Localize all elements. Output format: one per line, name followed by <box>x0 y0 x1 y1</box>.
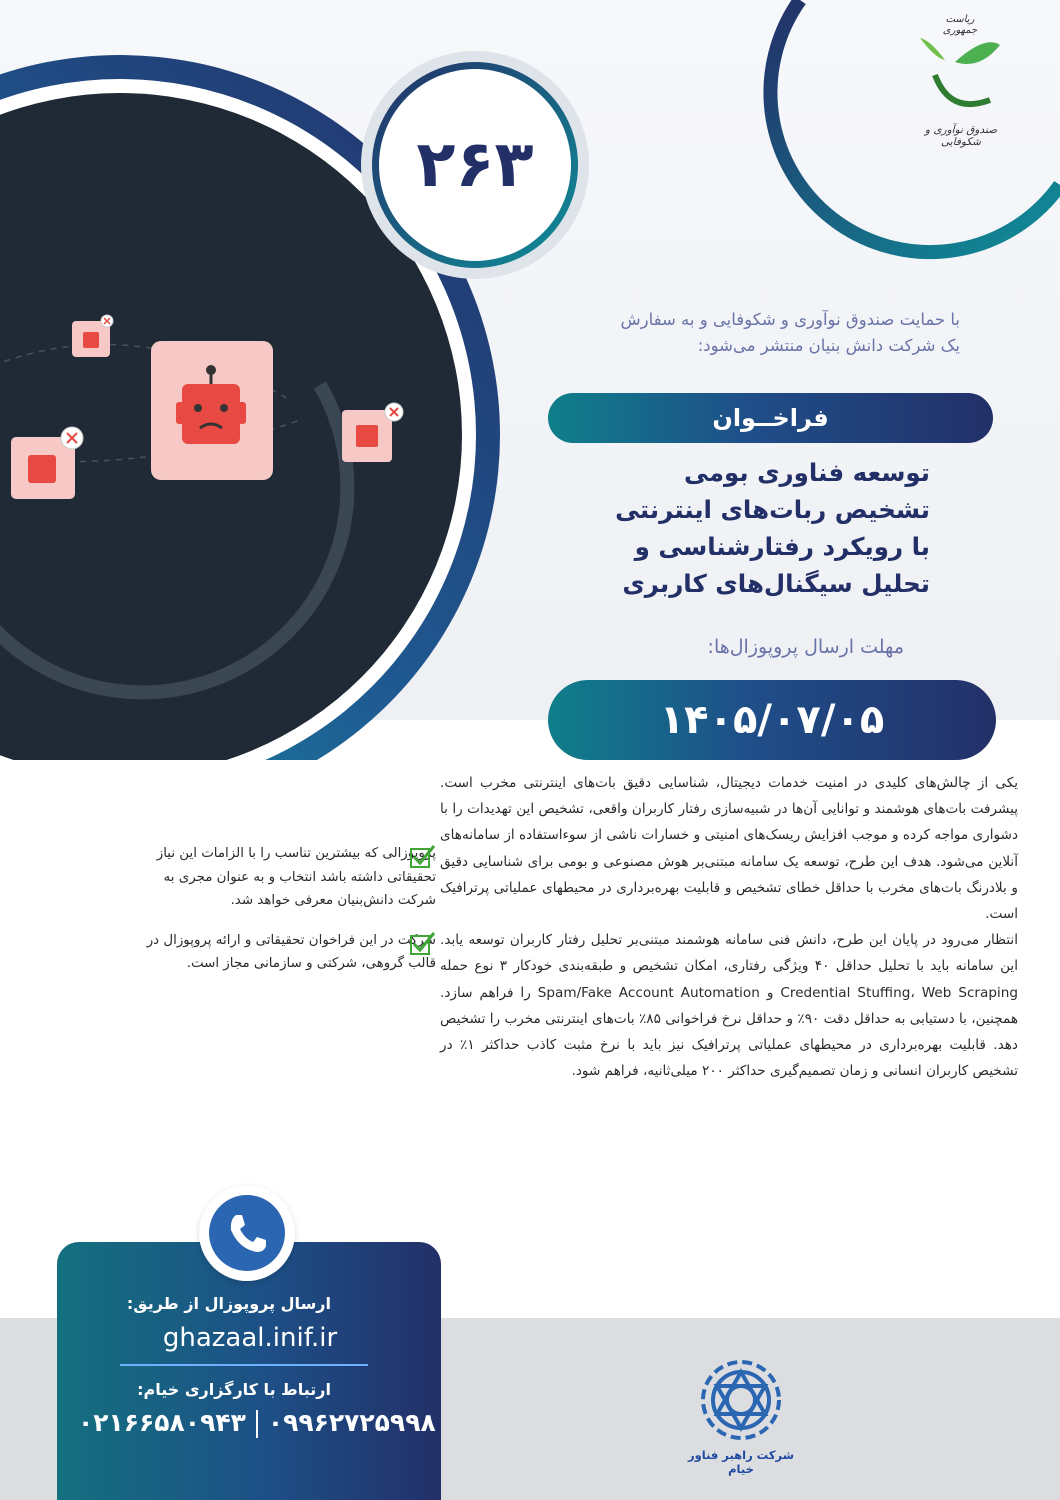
checkbox-check-icon <box>410 844 436 868</box>
call-title <box>490 454 930 602</box>
intro-line-2: یک شرکت دانش بنیان منتشر می‌شود: <box>697 336 960 355</box>
fund-logo <box>920 38 1000 104</box>
phone-divider <box>256 1410 258 1438</box>
phone-numbers <box>78 1408 436 1438</box>
robot-card-small-1 <box>72 315 113 357</box>
phone-number-landline[interactable]: ۰۲۱۶۶۵۸۰۹۴۳ <box>78 1408 246 1437</box>
note-item <box>84 842 436 913</box>
note-text: پروپوزالی که بیشترین تناسب را با الزامات این نیاز تحقیقاتی داشته باشد انتخاب و به عنوان مجری به شرکت دانش‌بنیان معرفی خواهد شد. <box>156 846 436 908</box>
fund-logo-top-text: ریاست جمهوری <box>942 14 978 36</box>
fund-logo-name: صندوق نوآوری و شکوفایی <box>924 124 998 148</box>
description <box>440 770 1018 1084</box>
call-number: ۲۶۳ <box>416 128 534 202</box>
robot-card-large <box>151 341 273 480</box>
robot-card-small-2 <box>11 427 83 499</box>
title-line-1: توسعه فناوری بومی <box>684 458 930 487</box>
url-underline <box>120 1364 368 1366</box>
note-item <box>84 929 436 976</box>
title-line-2: تشخیص ربات‌های اینترنتی <box>615 495 930 524</box>
intro-text <box>520 307 960 359</box>
description-paragraph-2: انتظار می‌رود در پایان این طرح، دانش فنی سامانه هوشمند مبتنی‌بر تحلیل رفتار کاربران توسعه یابد. این سامانه باید با تحلیل حداقل ۴۰ ویژگی رفتاری، امکان تشخیص و طبقه‌بندی خودکار ۳ نوع حمله Credential Stuffing، Web Scraping و Spam/Fake Account Automation را فراهم سازد. همچنین، با دستیابی به حداقل دقت ۹۰٪ و حداقل نرخ فراخوانی ۸۵٪ بات‌های اینترنتی مخرب را تشخیص دهد. قابلیت بهره‌برداری در محیطهای عملیاتی پرترافیک نیز باید با نرخ مثبت کاذب حداکثر ۱٪ در تشخیص کاربران انسانی و زمان تصمیم‌گیری حداکثر ۲۰۰ میلی‌ثانیه، فراهم شود. <box>440 932 1019 1080</box>
title-line-4: تحلیل سیگنال‌های کاربری <box>622 569 930 598</box>
contact-agency-label: ارتباط با کارگزاری خیام: <box>137 1380 331 1399</box>
call-label-pill: فراخــوان <box>548 393 993 443</box>
phone-icon <box>209 1195 285 1271</box>
phone-handset-icon <box>209 1195 285 1271</box>
company-logo-caption: شرکت راهبر فناور خیام <box>687 1448 795 1476</box>
submit-via-label: ارسال پروپوزال از طریق: <box>126 1294 331 1313</box>
description-paragraph-1: یکی از چالش‌های کلیدی در امنیت خدمات دیجیتال، شناسایی دقیق بات‌های اینترنتی مخرب است. پیشرفت بات‌های هوشمند و توانایی آن‌ها در شبیه‌سازی رفتار کاربران واقعی، تشخیص این تهدیدات را با دشواری مواجه کرده و موجب افزایش ریسک‌های امنیتی و خسارات ناشی از سوءاستفاده از سامانه‌های آنلاین می‌شود. هدف این طرح، توسعه یک سامانه مبتنی‌بر هوش مصنوعی و بومی برای شناسایی دقیق و بلادرنگ بات‌های مخرب با حداقل خطای تشخیص و قابلیت بهره‌برداری در محیطهای عملیاتی پرترافیک است. <box>440 775 1018 923</box>
intro-line-1: با حمایت صندوق نوآوری و شکوفایی و به سفارش <box>620 310 960 329</box>
title-line-3: با رویکرد رفتارشناسی و <box>634 532 930 561</box>
phone-badge <box>199 1185 295 1281</box>
note-text: شرکت در این فراخوان تحقیقاتی و ارائه پروپوزال در قالب گروهی، شرکتی و سازمانی مجاز است. <box>146 932 436 971</box>
checkbox-check-icon <box>410 931 436 955</box>
deadline-date-pill: ۱۴۰۵/۰۷/۰۵ <box>548 680 996 760</box>
notes-list <box>84 842 436 992</box>
submission-url[interactable]: ghazaal.inif.ir <box>162 1323 338 1353</box>
company-gear-logo-icon <box>690 1352 792 1448</box>
deadline-label: مهلت ارسال پروپوزال‌ها: <box>707 636 904 658</box>
phone-number-mobile[interactable]: ۰۹۹۶۲۷۲۵۹۹۸ <box>267 1408 436 1437</box>
